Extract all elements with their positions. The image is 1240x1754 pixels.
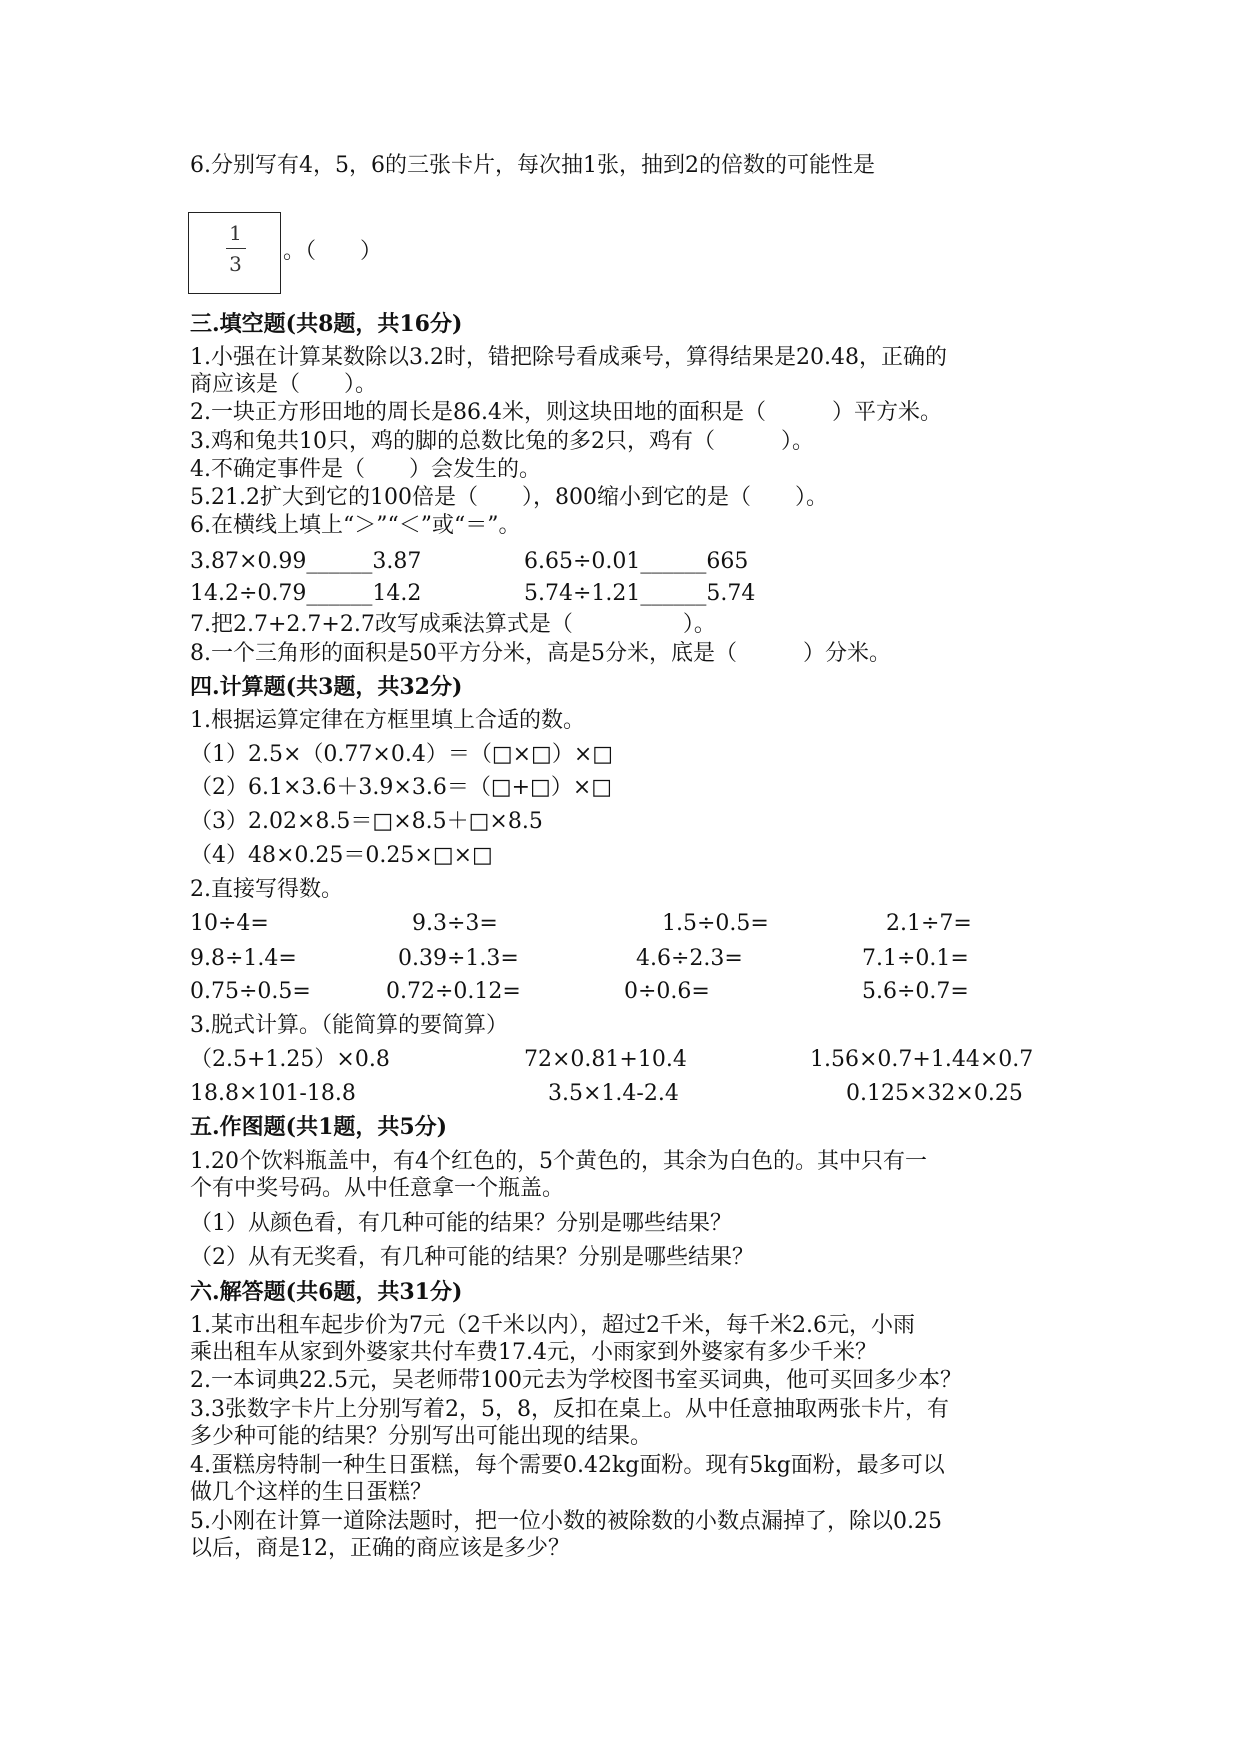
oral-calc-item: 9.3÷3= xyxy=(412,911,498,936)
step-calc-item: 0.125×32×0.25 xyxy=(846,1081,1023,1106)
oral-calc-item: 7.1÷0.1= xyxy=(862,946,969,971)
compare-item: 14.2÷0.79______14.2 xyxy=(190,581,422,606)
s4-q3: 3.脱式计算。（能简算的要简算） xyxy=(190,1013,508,1038)
oral-calc-item: 4.6÷2.3= xyxy=(636,946,743,971)
step-calc-item: 72×0.81+10.4 xyxy=(524,1047,687,1072)
s3-q3: 3.鸡和兔共10只，鸡的脚的总数比兔的多2只，鸡有（ ）。 xyxy=(190,429,814,454)
law-item: （4）48×0.25＝0.25×□×□ xyxy=(190,843,493,868)
fraction-box xyxy=(188,212,281,294)
s3-q1-line1: 1.小强在计算某数除以3.2时，错把除号看成乘号，算得结果是20.48，正确的 xyxy=(190,345,947,370)
compare-item: 6.65÷0.01______665 xyxy=(524,549,749,574)
s3-q5: 5.21.2扩大到它的100倍是（ ），800缩小到它的是（ ）。 xyxy=(190,485,828,510)
s3-q4: 4.不确定事件是（ ）会发生的。 xyxy=(190,457,541,482)
fraction-bar xyxy=(226,248,246,249)
s6-q5-line2: 以后，商是12，正确的商应该是多少？ xyxy=(190,1536,570,1561)
s6-q4-line1: 4.蛋糕房特制一种生日蛋糕，每个需要0.42kg面粉。现有5kg面粉，最多可以 xyxy=(190,1453,945,1478)
oral-calc-item: 0.75÷0.5= xyxy=(190,979,311,1004)
judge-q6-text: 6.分别写有4，5，6的三张卡片，每次抽1张，抽到2的倍数的可能性是 xyxy=(190,153,875,178)
fraction-numerator: 1 xyxy=(229,221,242,245)
step-calc-item: 3.5×1.4-2.4 xyxy=(548,1081,679,1106)
oral-calc-item: 9.8÷1.4= xyxy=(190,946,297,971)
s6-q2: 2.一本词典22.5元，吴老师带100元去为学校图书室买词典，他可买回多少本？ xyxy=(190,1368,962,1393)
step-calc-item: 1.56×0.7+1.44×0.7 xyxy=(810,1047,1034,1072)
s5-q1-sub1: （1）从颜色看，有几种可能的结果？分别是哪些结果？ xyxy=(190,1211,732,1236)
s6-q1-line1: 1.某市出租车起步价为7元（2千米以内），超过2千米，每千米2.6元，小雨 xyxy=(190,1313,915,1338)
oral-calc-item: 0.72÷0.12= xyxy=(386,979,521,1004)
law-item: （1）2.5×（0.77×0.4）＝（□×□）×□ xyxy=(190,742,614,767)
s5-q1-line1: 1.20个饮料瓶盖中，有4个红色的，5个黄色的，其余为白色的。其中只有一 xyxy=(190,1149,927,1174)
law-item: （2）6.1×3.6＋3.9×3.6＝（□+□）×□ xyxy=(190,775,613,800)
fraction-denominator: 3 xyxy=(229,252,242,276)
s3-q7: 7.把2.7+2.7+2.7改写成乘法算式是（ ）。 xyxy=(190,612,716,637)
s5-q1-sub2: （2）从有无奖看，有几种可能的结果？分别是哪些结果？ xyxy=(190,1245,754,1270)
compare-item: 5.74÷1.21______5.74 xyxy=(524,581,756,606)
s3-q6: 6.在横线上填上“＞”“＜”或“＝”。 xyxy=(190,513,521,538)
law-item: （3）2.02×8.5＝□×8.5＋□×8.5 xyxy=(190,809,543,834)
judge-q6-tail: 。（ ） xyxy=(283,239,383,264)
oral-calc-item: 0.39÷1.3= xyxy=(398,946,519,971)
oral-calc-item: 0÷0.6= xyxy=(624,979,710,1004)
fraction-one-third xyxy=(189,221,282,276)
s6-q1-line2: 乘出租车从家到外婆家共付车费17.4元，小雨家到外婆家有多少千米？ xyxy=(190,1340,877,1365)
section4-title: 四.计算题(共3题，共32分) xyxy=(190,674,463,700)
s5-q1-line2: 个有中奖号码。从中任意拿一个瓶盖。 xyxy=(190,1176,565,1201)
oral-calc-item: 1.5÷0.5= xyxy=(662,911,769,936)
compare-item: 3.87×0.99______3.87 xyxy=(190,549,422,574)
s4-q2: 2.直接写得数。 xyxy=(190,877,343,902)
s4-q1: 1.根据运算定律在方框里填上合适的数。 xyxy=(190,708,585,733)
step-calc-item: （2.5+1.25）×0.8 xyxy=(190,1047,390,1072)
s6-q5-line1: 5.小刚在计算一道除法题时，把一位小数的被除数的小数点漏掉了，除以0.25 xyxy=(190,1509,942,1534)
oral-calc-item: 2.1÷7= xyxy=(886,911,972,936)
s6-q3-line1: 3.3张数字卡片上分别写着2，5，8，反扣在桌上。从中任意抽取两张卡片，有 xyxy=(190,1397,949,1422)
step-calc-item: 18.8×101-18.8 xyxy=(190,1081,356,1106)
section6-title: 六.解答题(共6题，共31分) xyxy=(190,1279,463,1305)
section5-title: 五.作图题(共1题，共5分) xyxy=(190,1114,448,1140)
s6-q3-line2: 多少种可能的结果？分别写出可能出现的结果。 xyxy=(190,1424,653,1449)
s6-q4-line2: 做几个这样的生日蛋糕？ xyxy=(190,1480,433,1505)
s3-q2: 2.一块正方形田地的周长是86.4米，则这块田地的面积是（ ）平方米。 xyxy=(190,400,942,425)
oral-calc-item: 10÷4= xyxy=(190,911,269,936)
s3-q8: 8.一个三角形的面积是50平方分米，高是5分米，底是（ ）分米。 xyxy=(190,641,891,666)
oral-calc-item: 5.6÷0.7= xyxy=(862,979,969,1004)
section3-title: 三.填空题(共8题，共16分) xyxy=(190,311,463,337)
s3-q1-line2: 商应该是（ ）。 xyxy=(190,372,378,397)
